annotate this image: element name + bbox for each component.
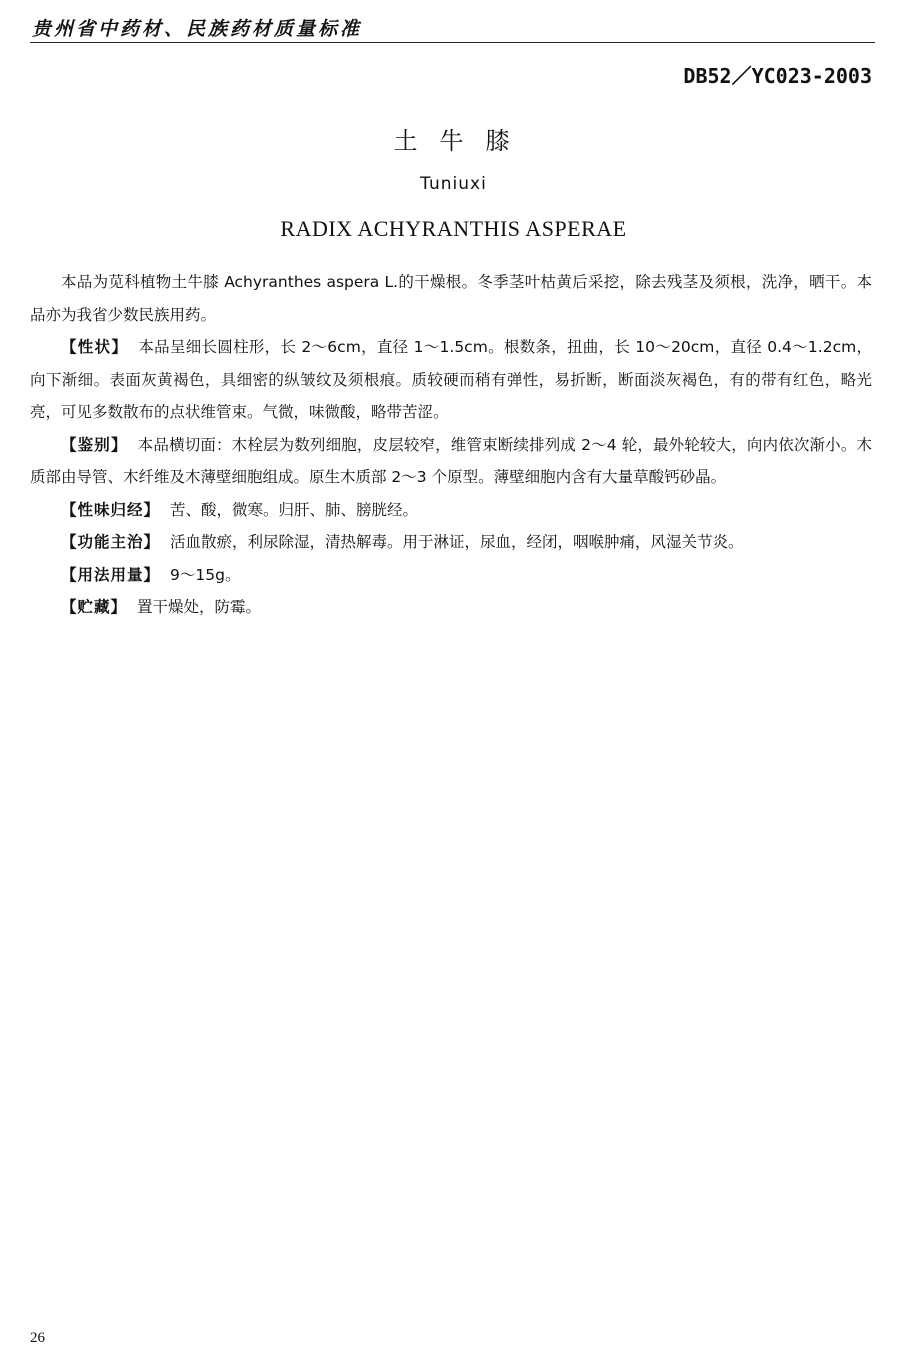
section-label: 【性状】 [61, 338, 129, 356]
section-description [30, 331, 872, 429]
intro-paragraph: 本品为苋科植物土牛膝 Achyranthes aspera L.的干燥根。冬季茎叶枯黄后采挖，除去残茎及须根，洗净，晒干。本品亦为我省少数民族用药。 [30, 273, 872, 324]
section-functions [30, 526, 872, 559]
section-storage [30, 591, 872, 624]
section-label: 【用法用量】 [61, 565, 161, 584]
page-number: 26 [30, 1330, 45, 1346]
running-header [30, 10, 875, 43]
section-text: 置干燥处，防霉。 [137, 598, 262, 616]
section-text: 本品呈细长圆柱形，长 2～6cm，直径 1～1.5cm。根数条，扭曲，长 10～20cm，直径 0.4～1.2cm，向下渐细。表面灰黄褐色，具细密的纵皱纹及须根痕。质较硬而稍有弹性，易折断，断面淡灰褐色，有的带有红色，略光亮，可见多数散布的点状维管束。气微，味微酸，略带苦涩。 [30, 338, 872, 421]
monograph-chinese-name: 土牛膝 [393, 127, 532, 155]
monograph-body [30, 266, 872, 624]
section-property-flavor [30, 494, 872, 527]
section-text: 苦、酸，微寒。归肝、肺、膀胱经。 [170, 500, 419, 519]
section-text: 活血散瘀，利尿除湿，清热解毒。用于淋证，尿血，经闭，咽喉肿痛，风湿关节炎。 [170, 533, 744, 551]
book-title: 贵州省中药材、民族药材质量标准 [32, 18, 363, 40]
section-dosage [30, 559, 872, 592]
standard-code: DB52／YC023-2003 [683, 64, 872, 88]
section-text: 本品横切面：木栓层为数列细胞，皮层较窄，维管束断续排列成 2～4 轮，最外轮较大，向内依次渐小。木质部由导管、木纤维及木薄壁细胞组成。原生木质部 2～3 个原型。薄壁细胞内含有大量草酸钙砂晶。 [30, 435, 872, 486]
section-label: 【鉴别】 [61, 435, 128, 454]
section-text: 9～15g。 [170, 565, 241, 584]
section-label: 【贮藏】 [61, 598, 128, 616]
monograph-pinyin: Tuniuxi [420, 174, 487, 194]
monograph-latin-name: RADIX ACHYRANTHIS ASPERAE [280, 216, 627, 241]
section-identification [30, 429, 872, 494]
section-label: 【性味归经】 [61, 500, 161, 519]
section-label: 【功能主治】 [61, 533, 161, 551]
